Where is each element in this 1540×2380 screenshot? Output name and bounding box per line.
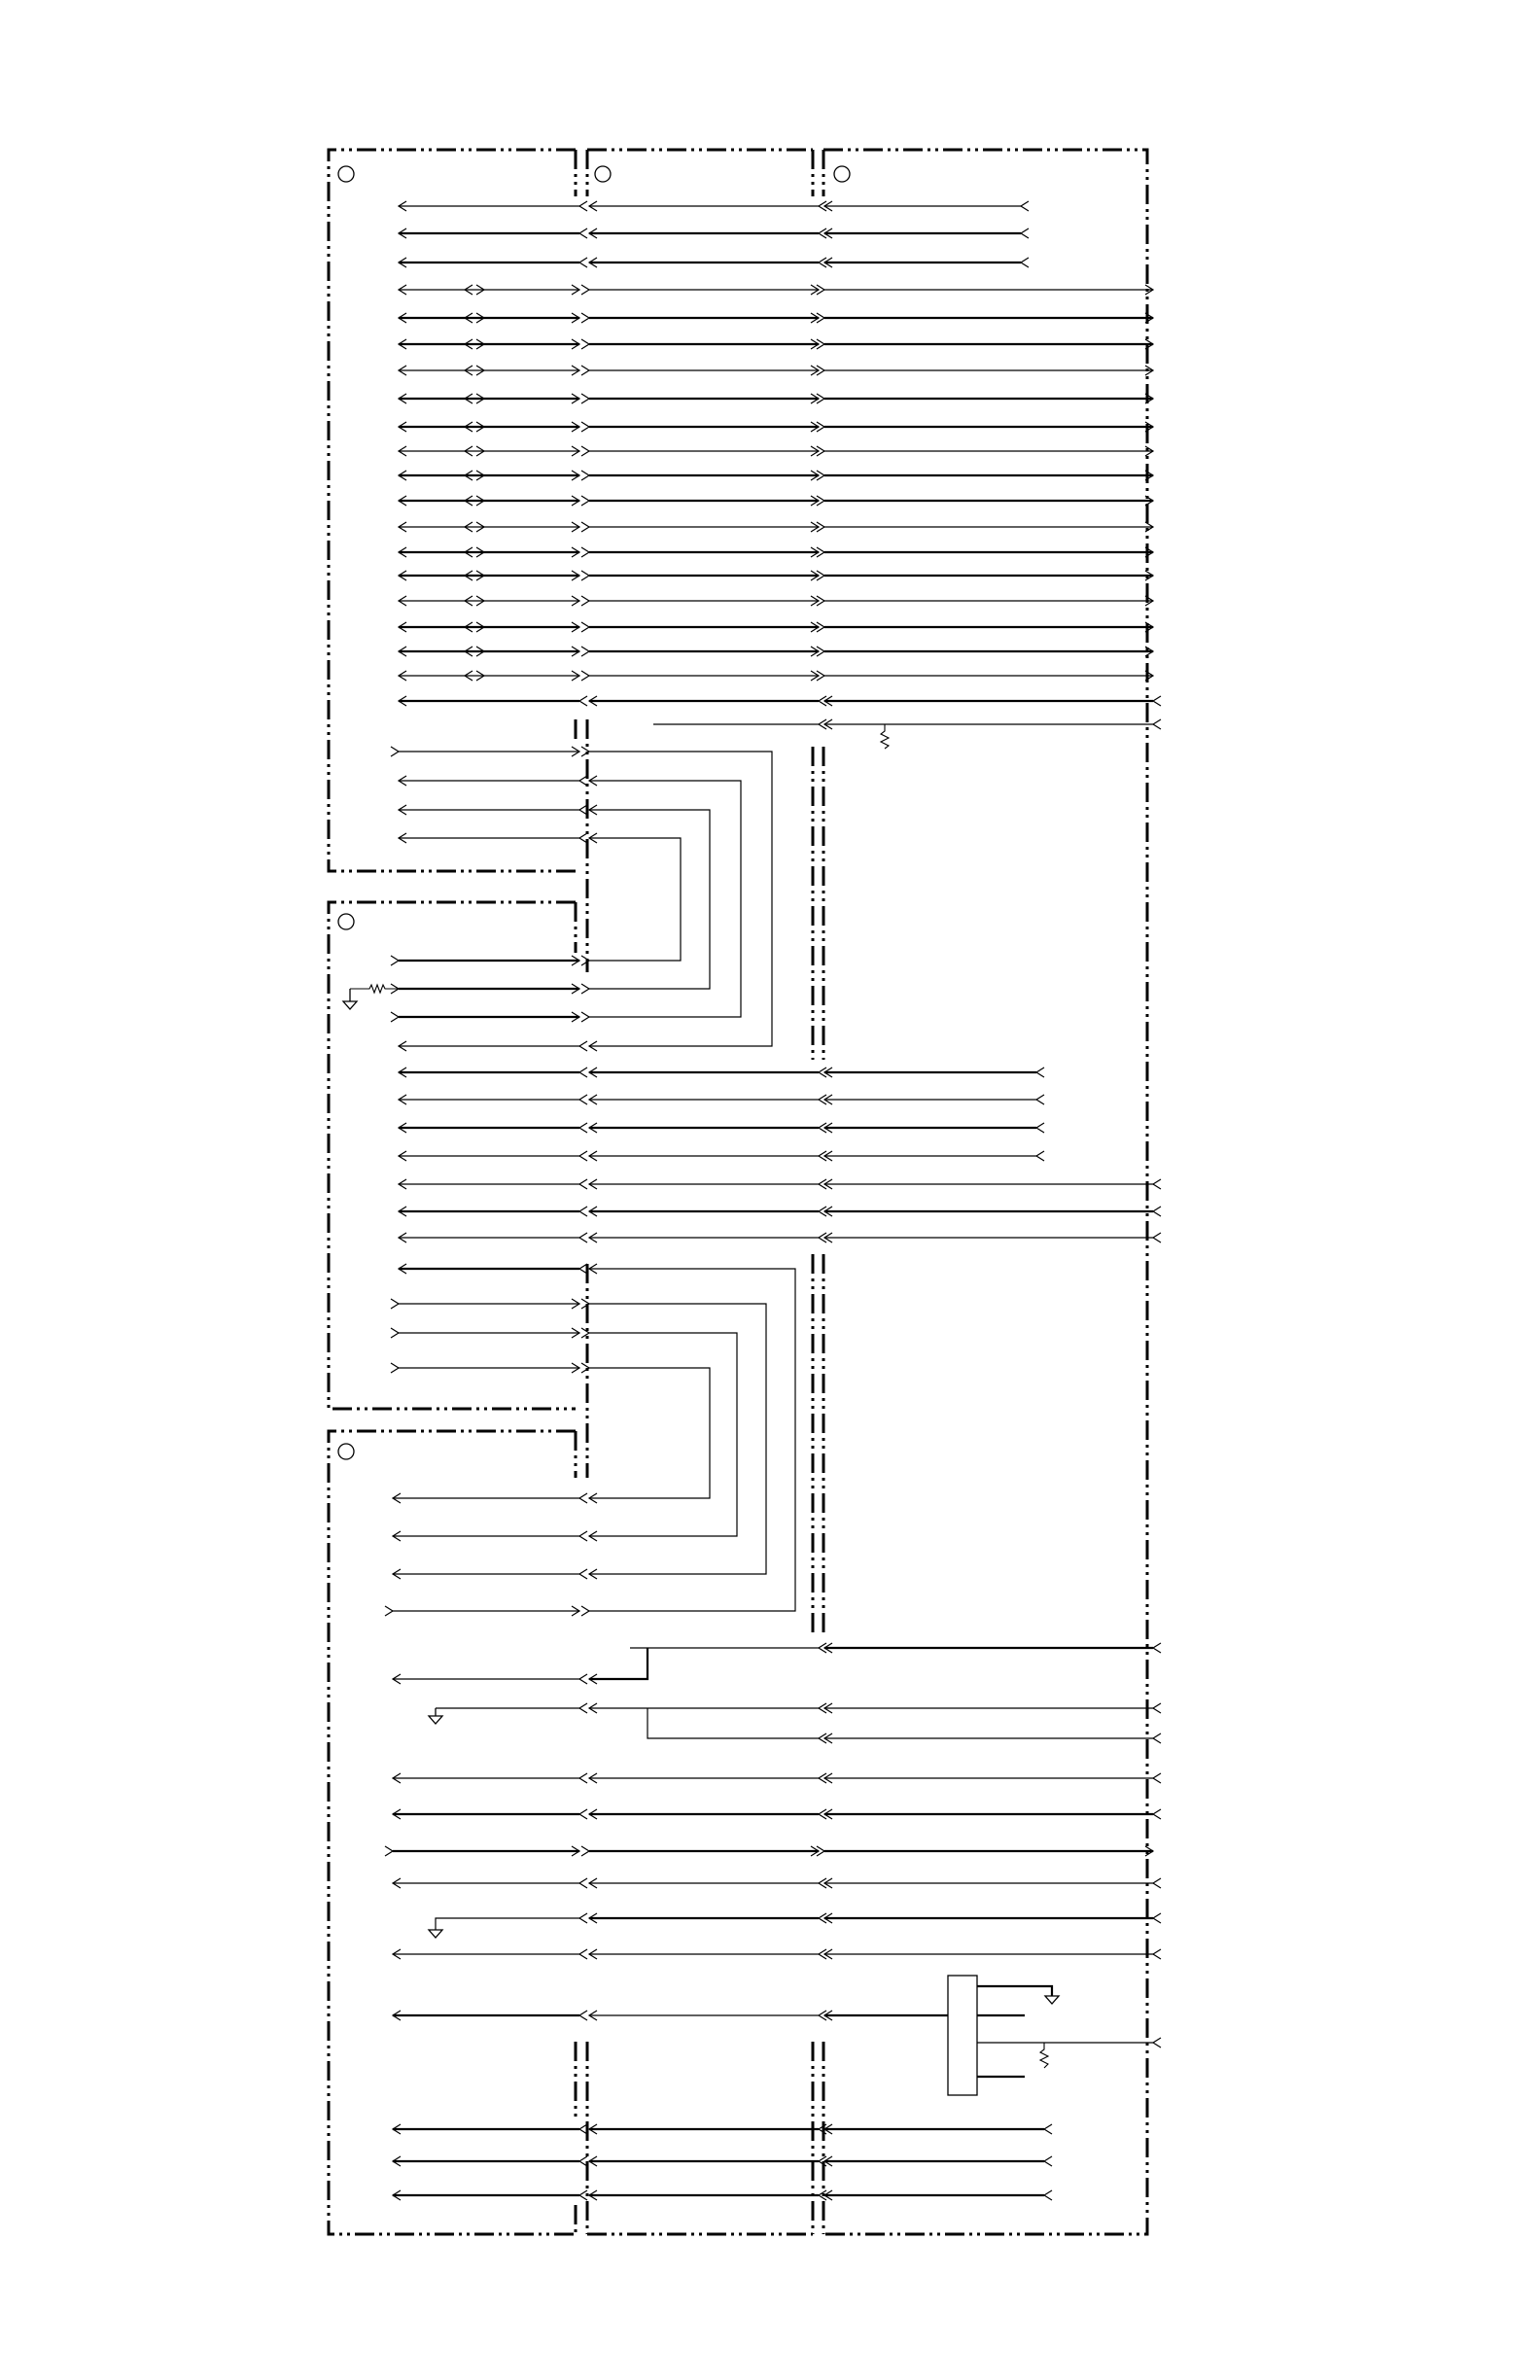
arrow-upper-e-1 <box>1021 228 1029 238</box>
wire-loop-1 <box>589 781 741 1017</box>
module-outline-left-upper <box>329 150 576 871</box>
symbols <box>338 166 1059 2095</box>
arrow-upper-a-1 <box>579 228 587 238</box>
ground-icon-2 <box>429 1930 442 1938</box>
arrow-upper-b-11 <box>581 496 589 506</box>
arrow-low-a-1 <box>579 1809 587 1819</box>
arrow-1757-a <box>579 1703 587 1713</box>
mounting-hole-icon-2 <box>834 166 850 182</box>
module-outline-left-lower <box>329 1431 576 2234</box>
wire-1727-branch <box>589 1648 648 1679</box>
arrow-1788-c <box>1153 1733 1161 1743</box>
arrow-mid-a-4 <box>579 1179 587 1189</box>
arrow-loop2-top-l-1 <box>391 1299 399 1309</box>
arrow-745-c <box>1153 719 1161 729</box>
arrow-2073-a <box>579 2011 587 2020</box>
wire-loop-2 <box>589 810 710 989</box>
arrow-mid-e-2 <box>1036 1123 1044 1133</box>
arrow-loop2-bot-l-0 <box>385 1606 393 1616</box>
wire-low-a-4 <box>436 1918 579 1930</box>
arrow-upper-e-2 <box>1021 258 1029 267</box>
arrow-low-e-0 <box>1153 1773 1161 1783</box>
module-outlines <box>329 150 1147 2234</box>
arrow-upper-b-6 <box>581 366 589 375</box>
wire-loop2-1 <box>589 1304 766 1574</box>
arrow-low-a-0 <box>579 1773 587 1783</box>
wire-1788-branch <box>648 1708 819 1738</box>
arrow-upper-e-0 <box>1021 201 1029 211</box>
arrow-loop-bot-c-2 <box>581 984 589 994</box>
arrow-mid-a-0 <box>579 1068 587 1077</box>
resistor-icon-0 <box>881 724 889 749</box>
arrow-upper-e-19 <box>1153 696 1161 706</box>
arrow-1695-c <box>1153 1643 1161 1653</box>
arrow-low-e-1 <box>1153 1809 1161 1819</box>
ground-icon-3 <box>1045 1996 1059 2004</box>
arrow-loop-bot-c-1 <box>581 1012 589 1022</box>
arrow-mid-a-3 <box>579 1151 587 1161</box>
arrow-loop-bot-l-1 <box>391 1012 399 1022</box>
arrow-upper-b-18 <box>581 671 589 681</box>
wire-loop-3 <box>589 838 681 961</box>
arrow-loop-bot-r-0 <box>579 1041 587 1051</box>
wires <box>393 206 1153 2195</box>
arrow-jb-2101 <box>1153 2038 1161 2048</box>
wire-loop2-2 <box>589 1333 737 1536</box>
wire-loop2-3 <box>589 1368 710 1498</box>
arrow-upper-b-5 <box>581 339 589 349</box>
arrow-upper-a-0 <box>579 201 587 211</box>
arrow-mid-e-3 <box>1036 1151 1044 1161</box>
arrow-upper-b-10 <box>581 471 589 480</box>
arrow-loop2-top-l-3 <box>391 1363 399 1373</box>
junction-block-icon <box>948 1976 977 2095</box>
arrow-mid-e-0 <box>1036 1068 1044 1077</box>
arrow-upper-b-12 <box>581 522 589 532</box>
wire-jb-gnd <box>977 1986 1052 1996</box>
arrow-upper-b-13 <box>581 547 589 557</box>
resistor-icon-2 <box>1040 2043 1048 2068</box>
arrow-upper-b-16 <box>581 622 589 632</box>
mounting-hole-icon-0 <box>338 166 354 182</box>
arrow-loop2-top-l-2 <box>391 1328 399 1338</box>
arrow-mid-a-5 <box>579 1207 587 1216</box>
arrow-mid-e-5 <box>1153 1207 1161 1216</box>
wire-loop2-0 <box>589 1269 795 1611</box>
ground-icon-1 <box>429 1708 442 1724</box>
arrow-low-a-4 <box>579 1913 587 1923</box>
mounting-hole-icon-1 <box>595 166 611 182</box>
arrow-upper-b-14 <box>581 571 589 580</box>
arrow-loop2-bot-r-1 <box>579 1569 587 1579</box>
arrow-mid-a-2 <box>579 1123 587 1133</box>
arrow-mid-a-6 <box>579 1233 587 1242</box>
arrow-bot-e-1 <box>1044 2156 1052 2166</box>
arrow-mid-e-6 <box>1153 1233 1161 1242</box>
arrow-mid-e-4 <box>1153 1179 1161 1189</box>
arrow-bot-e-0 <box>1044 2124 1052 2134</box>
arrow-1757-e <box>1153 1703 1161 1713</box>
arrow-low-b-2 <box>581 1846 589 1856</box>
mounting-hole-icon-4 <box>338 1444 354 1459</box>
arrow-bot-e-2 <box>1044 2190 1052 2200</box>
arrow-loop2-bot-c-0 <box>581 1606 589 1616</box>
arrow-loop-top-l-0 <box>391 747 399 756</box>
arrow-upper-b-3 <box>581 285 589 295</box>
arrow-upper-a-2 <box>579 258 587 267</box>
ground-icon-0 <box>343 989 357 1009</box>
arrow-1727-r <box>579 1674 587 1684</box>
arrow-low-a-3 <box>579 1878 587 1888</box>
arrow-low-e-4 <box>1153 1913 1161 1923</box>
arrow-loop2-bot-r-3 <box>579 1493 587 1503</box>
arrow-upper-b-4 <box>581 313 589 323</box>
arrow-low-l-2 <box>385 1846 393 1856</box>
arrow-low-e-5 <box>1153 1949 1161 1959</box>
arrow-upper-b-15 <box>581 596 589 606</box>
arrow-upper-b-17 <box>581 647 589 656</box>
resistor-icon-1 <box>350 985 399 993</box>
arrow-low-a-5 <box>579 1949 587 1959</box>
arrow-mid-e-1 <box>1036 1095 1044 1104</box>
arrow-loop-bot-l-3 <box>391 956 399 965</box>
arrow-upper-b-9 <box>581 446 589 456</box>
arrow-mid-a-1 <box>579 1095 587 1104</box>
arrow-upper-a-19 <box>579 696 587 706</box>
module-outline-right <box>823 150 1147 2234</box>
arrow-loop2-bot-r-2 <box>579 1531 587 1541</box>
arrow-upper-b-8 <box>581 422 589 432</box>
arrow-low-e-3 <box>1153 1878 1161 1888</box>
mounting-hole-icon-3 <box>338 914 354 929</box>
arrow-upper-b-7 <box>581 394 589 403</box>
